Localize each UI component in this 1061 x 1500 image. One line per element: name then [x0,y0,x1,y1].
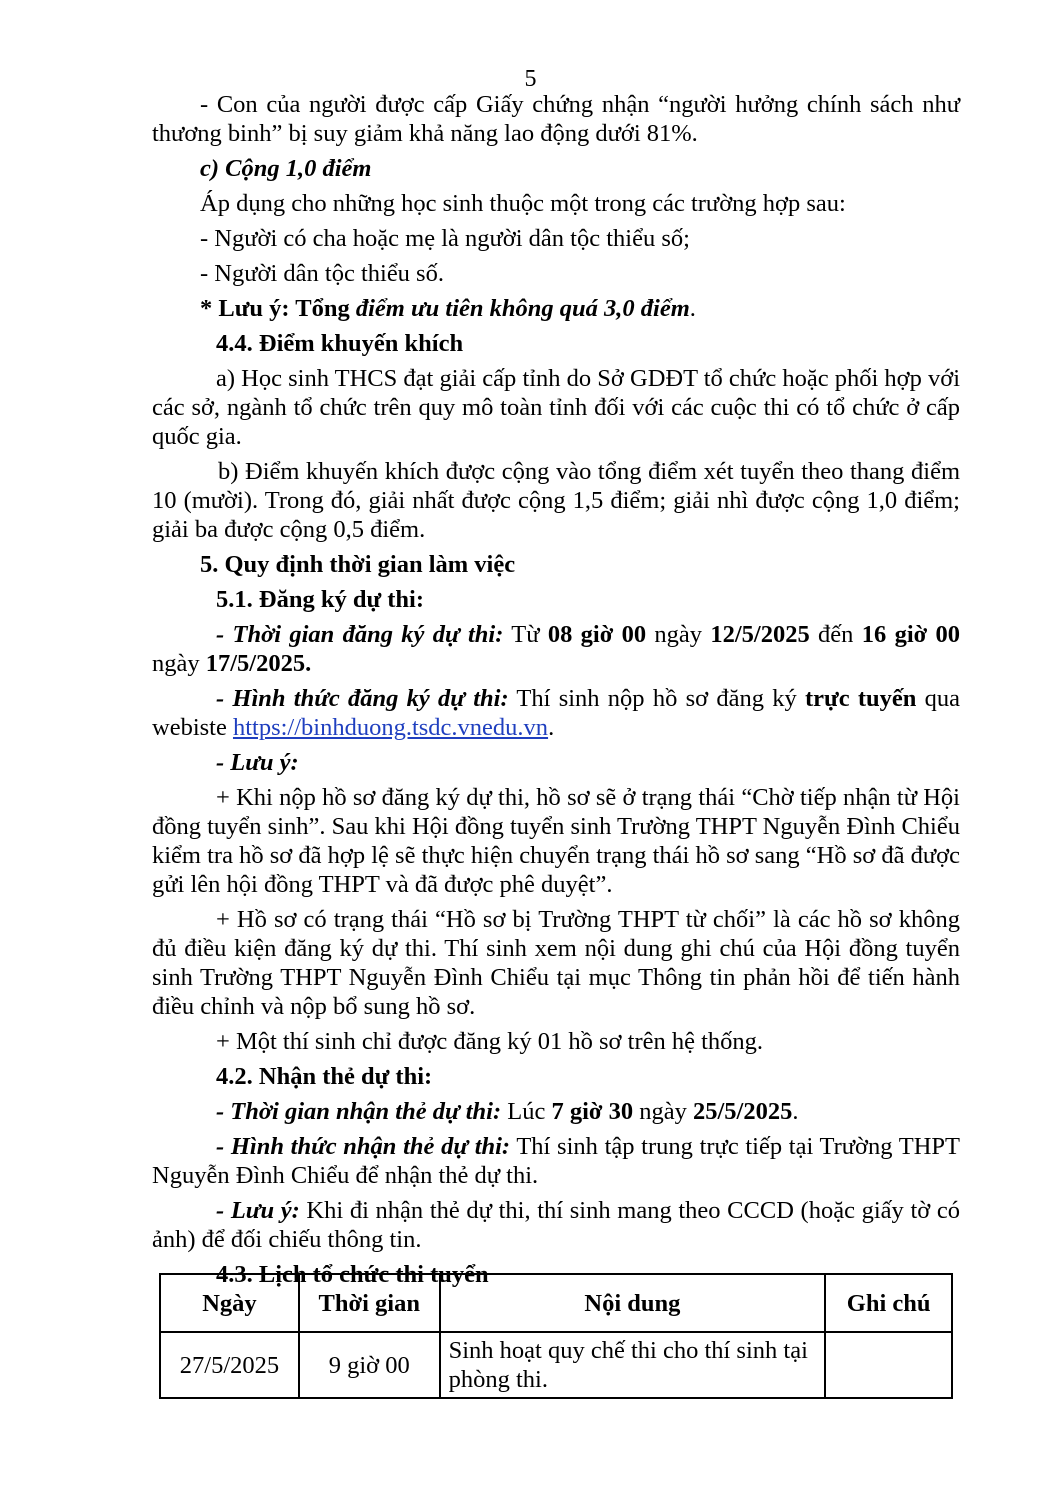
table-cell-time: 9 giờ 00 [299,1332,440,1398]
note-item: + Khi nộp hồ sơ đăng ký dự thi, hồ sơ sẽ ở trạng thái “Chờ tiếp nhận từ Hội đồng tuyển sinh”. Sau khi Hội đồng tuyển sinh Trường THPT Nguyễn Đình Chiểu kiểm tra hồ sơ đã hợp lệ sẽ thực hiện chuyển trạng thái hồ sơ sang “Hồ sơ đã được gửi lên hội đồng THPT và đã được phê duyệt”. [152,784,960,898]
heading-4-4: 4.4. Điểm khuyến khích [216,330,464,357]
list-item: - Người dân tộc thiểu số. [200,260,444,287]
exam-schedule-table [159,1273,953,1399]
heading-4-3: 4.3. Lịch tổ chức thi tuyển [216,1261,489,1288]
note-total-priority: * Lưu ý: Tổng điểm ưu tiên không quá 3,0 điểm. [200,295,696,322]
paragraph-4-4-b: b) Điểm khuyến khích được cộng vào tổng điểm xét tuyển theo thang điểm 10 (mười). Trong đó, giải nhất được cộng 1,5 điểm; giải nhì được cộng 1,0 điểm; giải ba được cộng 0,5 điểm. [152,458,960,543]
table-cell-date: 27/5/2025 [160,1332,299,1398]
column-header: Ngày [160,1274,299,1332]
registration-form: - Hình thức đăng ký dự thi: Thí sinh nộp hồ sơ đăng ký trực tuyến qua webiste https://binhduong.tsdc.vnedu.vn. [152,685,960,741]
card-form: - Hình thức nhận thẻ dự thi: Thí sinh tập trung trực tiếp tại Trường THPT Nguyễn Đình Chiểu để nhận thẻ dự thi. [152,1133,960,1189]
column-header: Nội dung [440,1274,826,1332]
section-c-heading: c) Cộng 1,0 điểm [200,155,372,182]
list-item: - Người có cha hoặc mẹ là người dân tộc thiểu số; [200,225,690,252]
heading-4-2: 4.2. Nhận thẻ dự thi: [216,1063,433,1090]
table-row [160,1332,952,1398]
note-item: + Hồ sơ có trạng thái “Hồ sơ bị Trường THPT từ chối” là các hồ sơ không đủ điều kiện đăng ký dự thi. Thí sinh xem nội dung ghi chú của Hội đồng tuyển sinh Trường THPT Nguyễn Đình Chiểu tại mục Thông tin phản hồi để tiến hành điều chỉnh và nộp bổ sung hồ sơ. [152,906,960,1020]
registration-time: - Thời gian đăng ký dự thi: Từ 08 giờ 00 ngày 12/5/2025 đến 16 giờ 00 ngày 17/5/2025. [152,621,961,677]
card-note: - Lưu ý: Khi đi nhận thẻ dự thi, thí sinh mang theo CCCD (hoặc giấy tờ có ảnh) để đối chiếu thông tin. [152,1197,961,1253]
table-cell-content: Sinh hoạt quy chế thi cho thí sinh tại phòng thi. [440,1332,826,1398]
table-cell-note [825,1332,952,1398]
note-item: + Một thí sinh chỉ được đăng ký 01 hồ sơ trên hệ thống. [216,1028,764,1055]
paragraph-4-4-a: a) Học sinh THCS đạt giải cấp tỉnh do Sở GDĐT tổ chức hoặc phối hợp với các sở, ngành tổ chức trên quy mô toàn tỉnh đối với các cuộc thi có tổ chức ở cấp quốc gia. [152,365,960,450]
note-label: - Lưu ý: [216,749,299,776]
section-c-intro: Áp dụng cho những học sinh thuộc một trong các trường hợp sau: [200,190,846,217]
paragraph-disability: - Con của người được cấp Giấy chứng nhận “người hưởng chính sách như thương binh” bị suy giảm khả năng lao động dưới 81%. [152,91,960,147]
card-time: - Thời gian nhận thẻ dự thi: Lúc 7 giờ 30 ngày 25/5/2025. [216,1098,799,1125]
document-body [152,90,960,1295]
column-header: Ghi chú [825,1274,952,1332]
page-number: 5 [524,66,537,92]
column-header: Thời gian [299,1274,440,1332]
heading-5-1: 5.1. Đăng ký dự thi: [216,586,425,613]
table-header-row [160,1274,952,1332]
heading-5: 5. Quy định thời gian làm việc [200,551,516,578]
registration-website-link[interactable]: https://binhduong.tsdc.vnedu.vn [232,714,549,741]
